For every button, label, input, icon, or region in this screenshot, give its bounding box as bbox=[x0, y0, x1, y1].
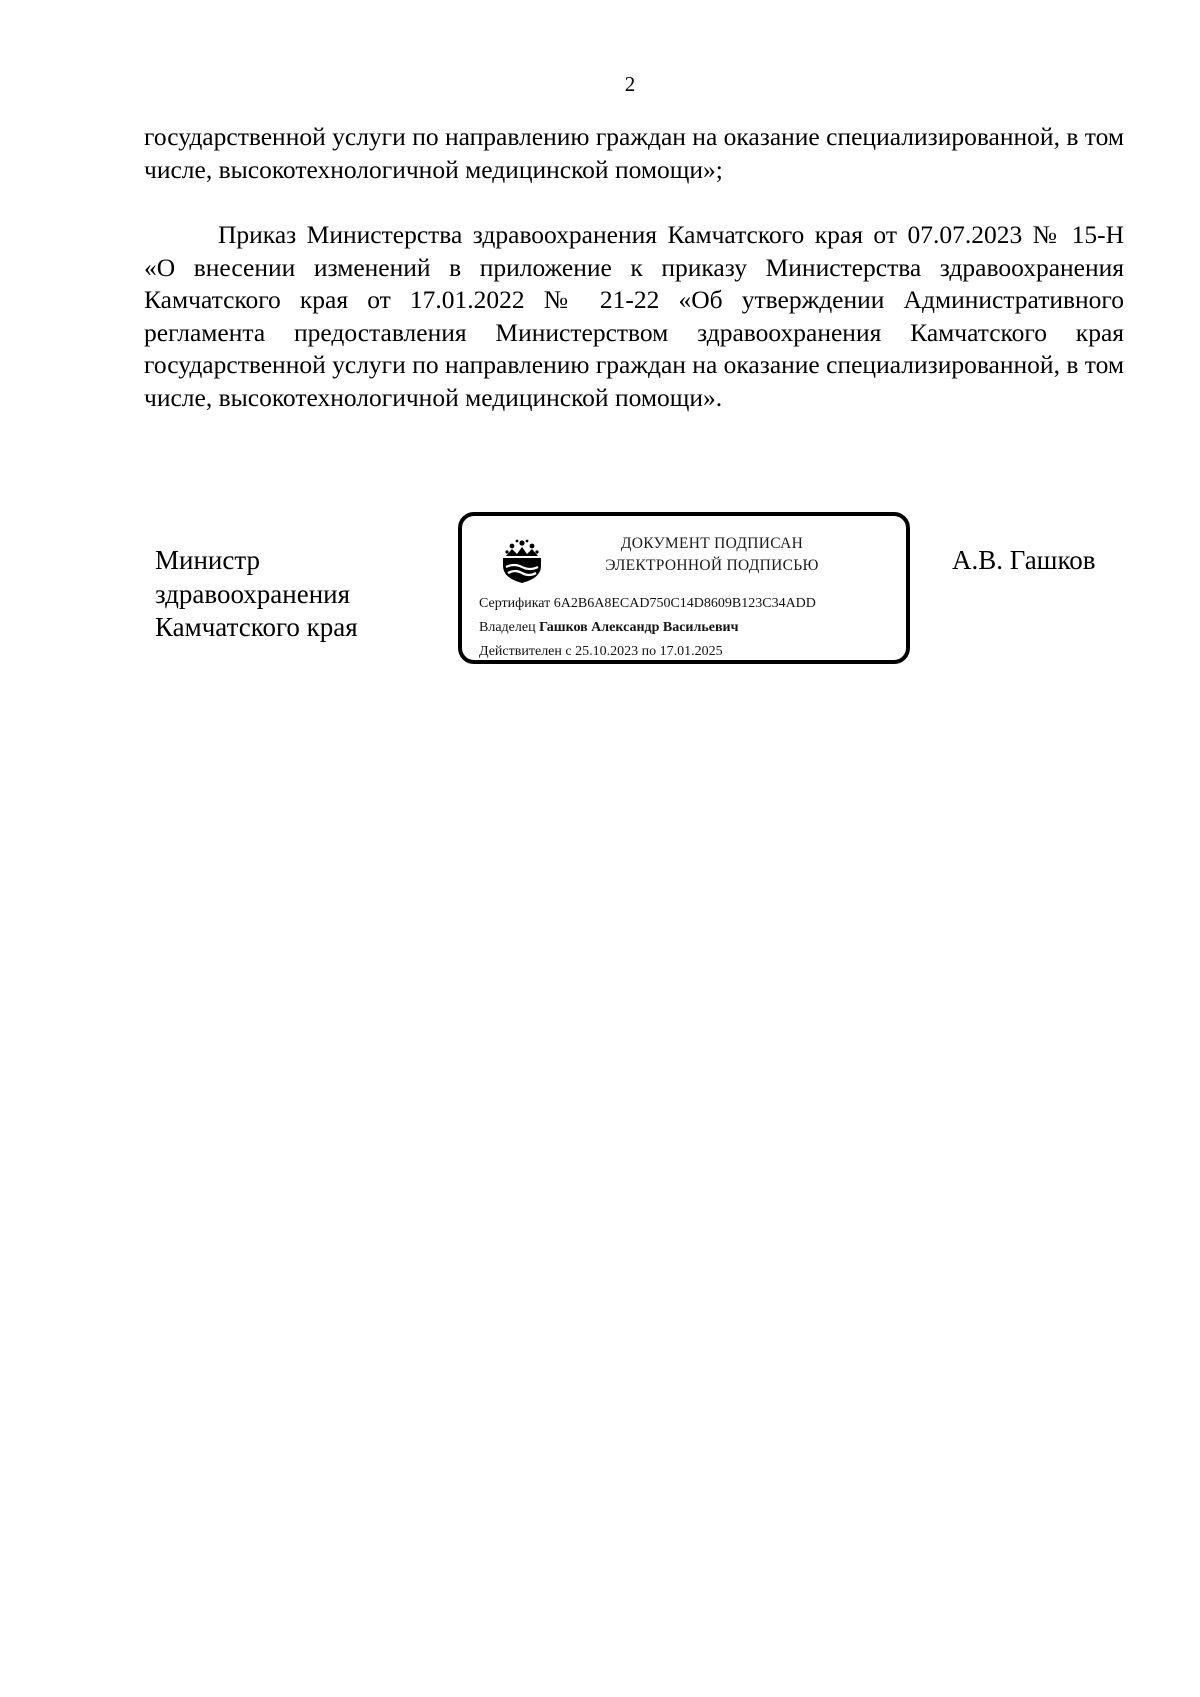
owner-label: Владелец bbox=[479, 620, 536, 635]
valid-from-date: 25.10.2023 bbox=[575, 644, 639, 659]
stamp-certificate bbox=[479, 596, 816, 612]
signatory-position bbox=[155, 544, 358, 645]
stamp-title-line: ДОКУМЕНТ ПОДПИСАН bbox=[620, 535, 804, 552]
certificate-value: 6A2B6A8ECAD750C14D8609B123C34ADD bbox=[553, 596, 816, 611]
paragraph-continuation: государственной услуги по направлению граждан на оказание специализированной, в том числе, высокотехнологичной медицинской помощи»; bbox=[144, 122, 1124, 184]
stamp-validity bbox=[479, 644, 723, 660]
signatory-position-line: Министр bbox=[155, 545, 260, 575]
stamp-owner bbox=[479, 620, 739, 636]
stamp-title-line: ЭЛЕКТРОННОЙ ПОДПИСЬЮ bbox=[605, 557, 819, 574]
valid-to-label: по bbox=[641, 644, 657, 659]
electronic-signature-stamp bbox=[458, 512, 910, 664]
signatory-name: А.В. Гашков bbox=[952, 545, 1096, 575]
paragraph-order-reference: Приказ Министерства здравоохранения Камчатского края от 07.07.2023 № 15-Н «О внесении изменений в приложение к приказу Министерства здравоохранения Камчатского края от 17.01.2022 № 21-22 «Об утверждении Административного регламента предоставления Министерством здравоохранения Камчатского края государственной услуги по направлению граждан на оказание специализированной, в том числе, высокотехнологичной медицинской помощи». bbox=[144, 220, 1124, 412]
signatory-position-line: здравоохранения bbox=[155, 578, 351, 609]
stamp-title bbox=[562, 533, 862, 577]
signatory-position-line: Камчатского края bbox=[155, 612, 358, 642]
valid-from-label: с bbox=[565, 644, 572, 659]
page-number: 2 bbox=[624, 72, 636, 96]
kamchatka-coat-of-arms-icon bbox=[500, 536, 544, 584]
owner-name: Гашков Александр Васильевич bbox=[539, 620, 739, 635]
validity-label: Действителен bbox=[479, 644, 562, 659]
certificate-label: Сертификат bbox=[479, 596, 551, 611]
valid-to-date: 17.01.2025 bbox=[659, 644, 723, 659]
